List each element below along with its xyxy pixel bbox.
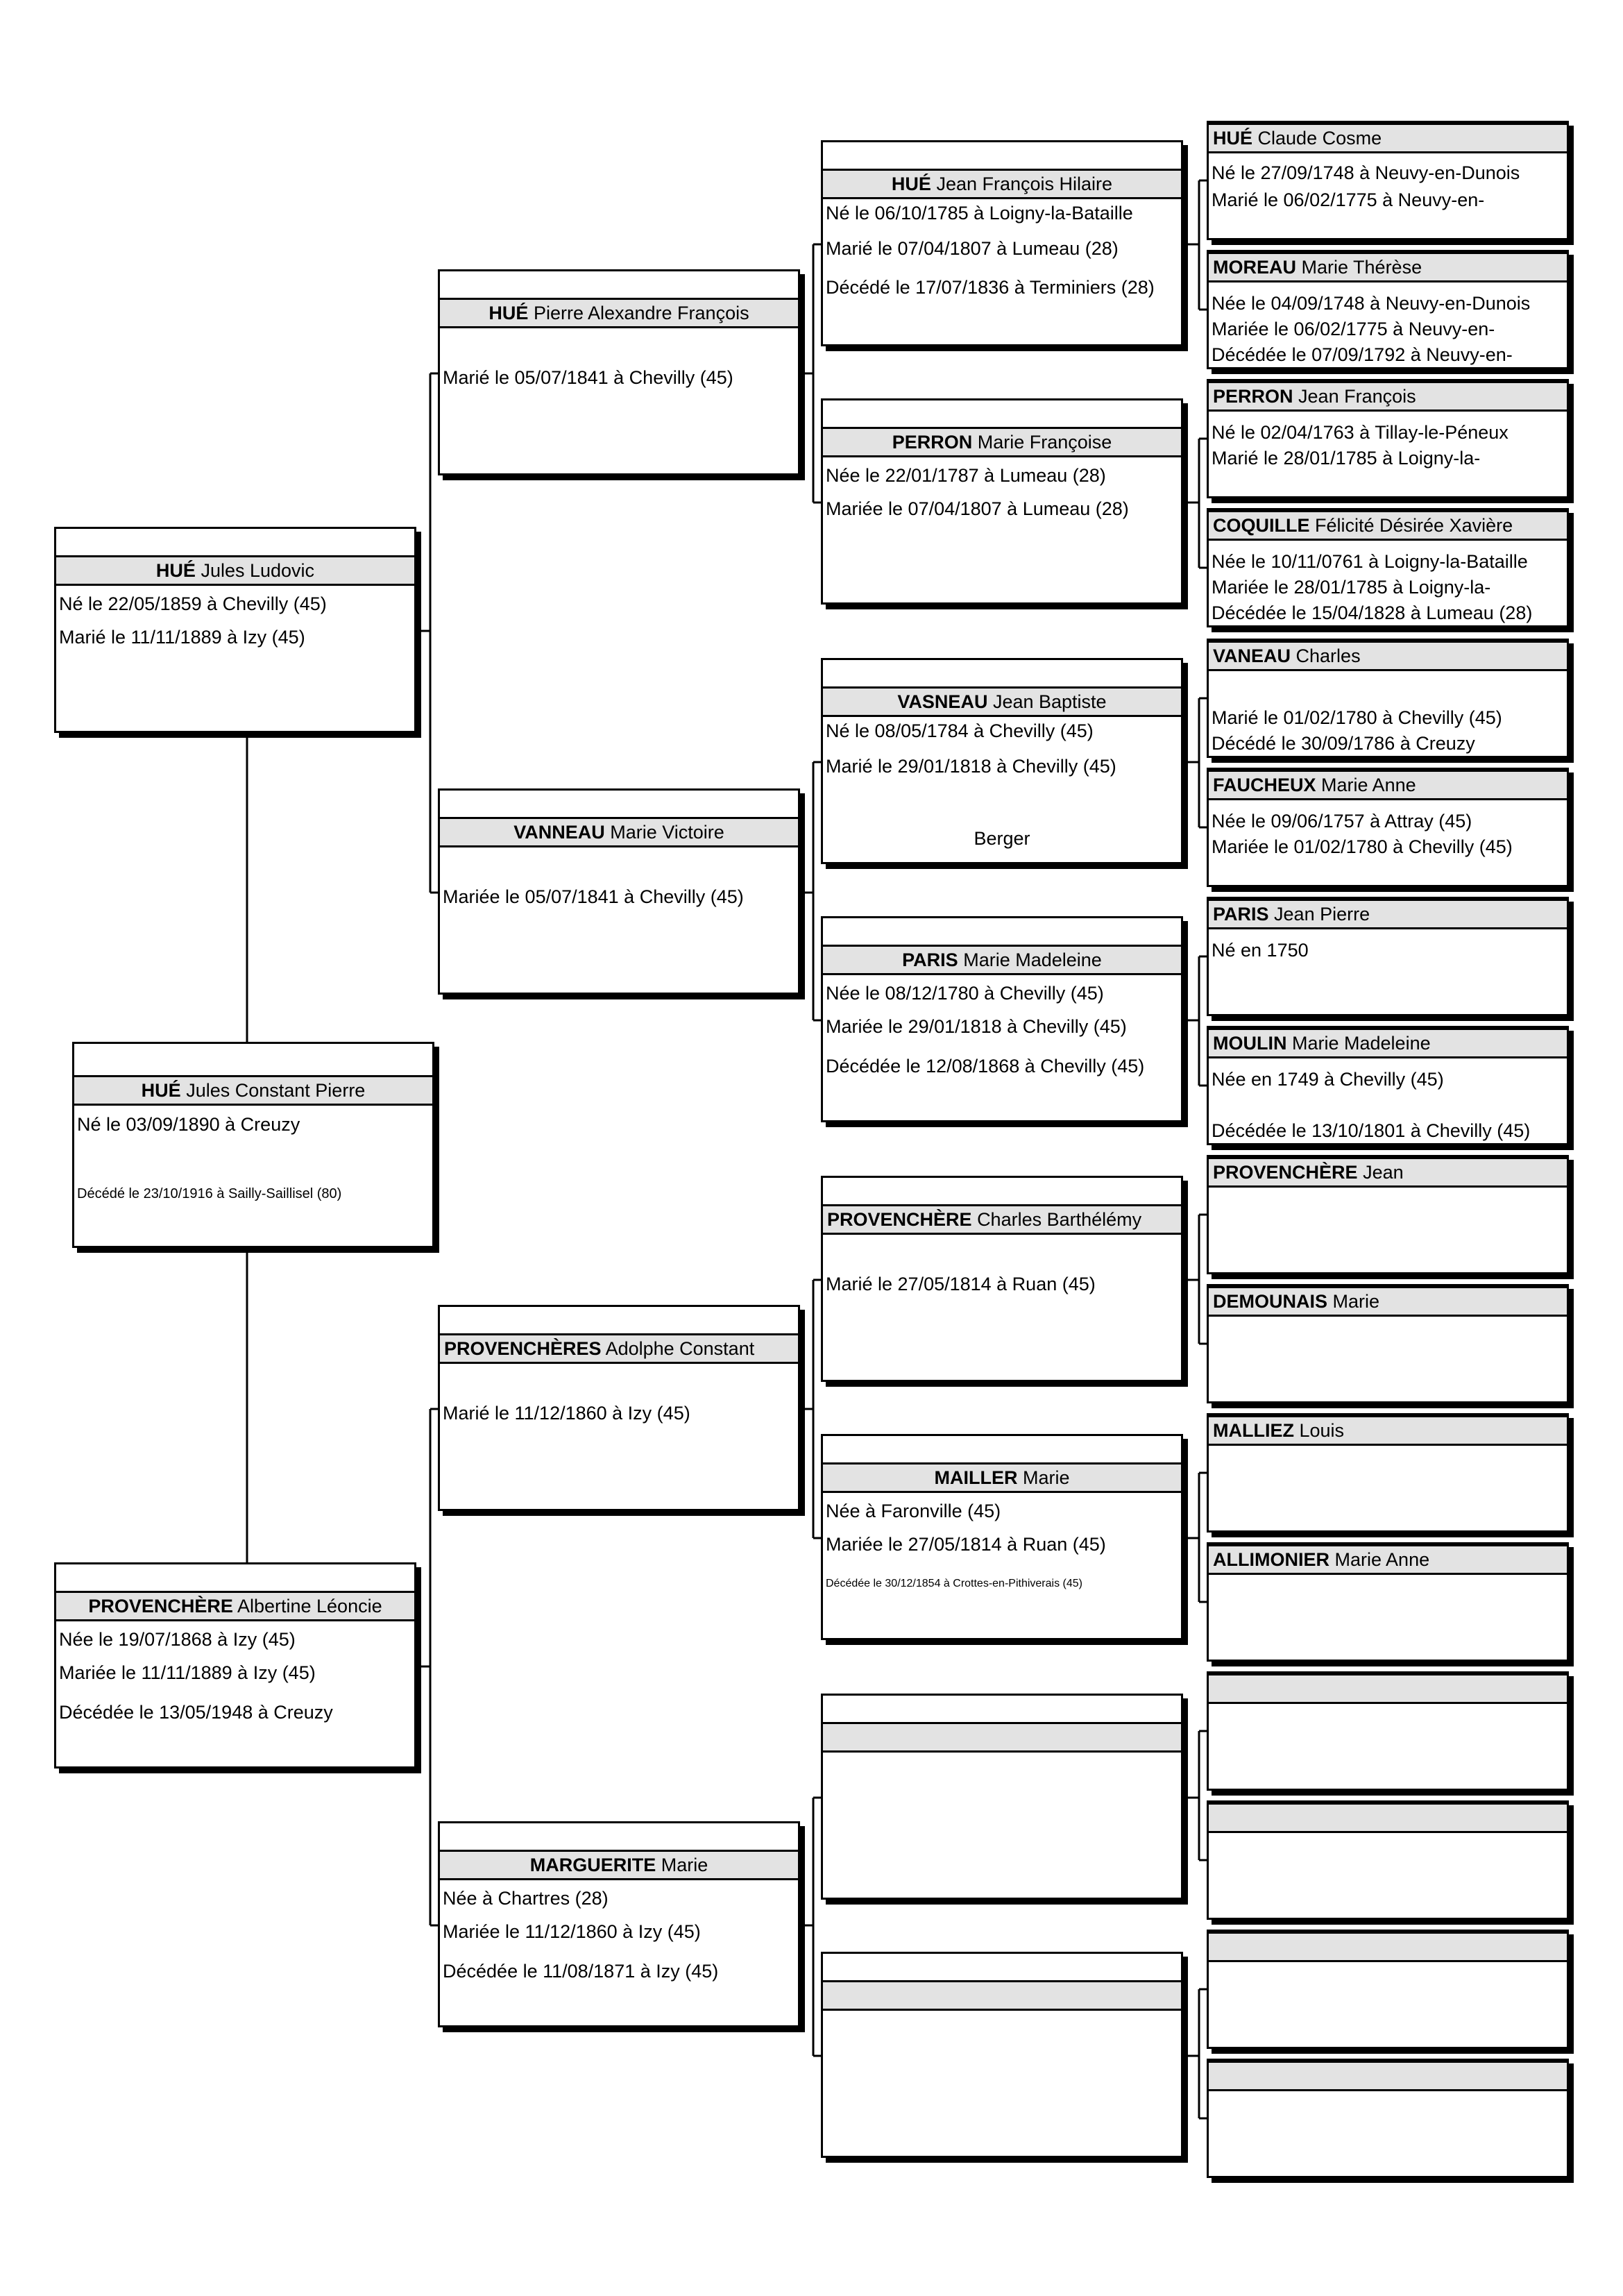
surname: PARIS [902,949,958,970]
person-card-p28 [1207,1671,1569,1791]
person-occupation: Berger [974,828,1030,849]
person-card-p15 [821,1952,1183,2158]
surname: PROVENCHÈRE [1213,1162,1358,1183]
person-detail-line: Décédée le 13/10/1801 à Chevilly (45) [1212,1120,1531,1141]
person-name-header [1209,1286,1567,1317]
person-detail-line: Marié le 01/02/1780 à Chevilly (45) [1212,707,1502,728]
person-detail-line: Marié le 27/05/1814 à Ruan (45) [826,1274,1096,1294]
person-name-header [1209,1544,1567,1575]
given-names: Marie [1022,1467,1070,1488]
person-card-p2 [54,527,416,733]
person-detail-line: Marié le 05/07/1841 à Chevilly (45) [443,367,733,388]
given-names: Pierre Alexandre François [533,303,749,323]
surname: PROVENCHÈRE [827,1209,972,1230]
person-detail-line: Décédée le 13/05/1948 à Creuzy [59,1702,333,1723]
person-name-header [1209,899,1567,929]
person-name-header [1209,641,1567,671]
person-card-p27 [1207,1542,1569,1662]
person-detail-line: Marié le 11/12/1860 à Izy (45) [443,1403,690,1424]
person-card-p24 [1207,1155,1569,1274]
person-detail-line: Née le 19/07/1868 à Izy (45) [59,1629,296,1650]
surname: COQUILLE [1213,515,1310,536]
person-detail-line: Né le 02/04/1763 à Tillay-le-Péneux [1212,422,1509,443]
person-name-header [823,1980,1181,2011]
person-name-header [1209,2061,1567,2091]
person-detail-line: Mariée le 06/02/1775 à Neuvy-en- [1212,319,1495,339]
given-names: Claude Cosme [1257,128,1382,149]
person-detail-line: Né en 1750 [1212,940,1309,961]
person-detail-line: Née à Chartres (28) [443,1888,609,1909]
person-card-p4 [438,269,800,475]
person-detail-line: Née le 22/01/1787 à Lumeau (28) [826,465,1106,486]
surname: PERRON [892,432,973,453]
surname: ALLIMONIER [1213,1549,1329,1570]
surname: VANNEAU [513,822,605,843]
person-name-header [1209,1803,1567,1833]
given-names: Charles Barthélémy [977,1209,1142,1230]
person-card-p11 [821,916,1183,1122]
given-names: Albertine Léoncie [237,1596,382,1617]
surname: VASNEAU [897,691,988,712]
person-card-p10 [821,658,1183,864]
surname: MARGUERITE [529,1855,656,1875]
person-card-p12 [821,1176,1183,1382]
surname: PERRON [1213,386,1293,407]
given-names: Marie [661,1855,708,1875]
person-card-p19 [1207,508,1569,627]
person-detail-line: Né le 27/09/1748 à Neuvy-en-Dunois [1212,162,1520,183]
given-names: Jean Pierre [1274,904,1370,925]
given-names: Marie Madeleine [1292,1033,1431,1054]
surname: FAUCHEUX [1213,775,1316,795]
person-card-p14 [821,1694,1183,1900]
person-card-p13 [821,1434,1183,1640]
person-detail-line: Décédée le 11/08/1871 à Izy (45) [443,1961,719,1982]
person-card-p21 [1207,768,1569,887]
person-card-p23 [1207,1026,1569,1145]
person-card-p16 [1207,121,1569,240]
person-detail-line: Mariée le 29/01/1818 à Chevilly (45) [826,1016,1127,1037]
person-name-header [1209,1028,1567,1058]
person-detail-line: Mariée le 01/02/1780 à Chevilly (45) [1212,836,1513,857]
person-card-p29 [1207,1800,1569,1920]
surname: HUÉ [1213,128,1253,149]
person-name-header [440,817,798,847]
person-name-header [56,1591,414,1621]
surname: MAILLER [934,1467,1018,1488]
person-detail-line: Marié le 28/01/1785 à Loigny-la- [1212,448,1481,469]
person-card-p7 [438,1821,800,2027]
given-names: Marie Anne [1334,1549,1430,1570]
given-names: Jean François [1298,386,1416,407]
person-detail-line: Né le 08/05/1784 à Chevilly (45) [826,720,1094,741]
person-name-header [1209,1157,1567,1188]
person-card-p3 [54,1562,416,1769]
given-names: Jules Constant Pierre [186,1080,366,1101]
person-detail-line: Mariée le 11/12/1860 à Izy (45) [443,1921,701,1942]
surname: PROVENCHÈRE [88,1596,233,1617]
surname: HUÉ [141,1080,181,1101]
person-card-p20 [1207,639,1569,758]
given-names: Louis [1299,1420,1345,1441]
given-names: Jean François Hilaire [936,174,1113,194]
person-detail-line: Mariée le 11/11/1889 à Izy (45) [59,1662,316,1683]
person-detail-line: Décédé le 23/10/1916 à Sailly-Saillisel (80) [77,1186,342,1201]
person-detail-line: Marié le 29/01/1818 à Chevilly (45) [826,756,1116,777]
surname: PROVENCHÈRES [444,1338,602,1359]
surname: PARIS [1213,904,1269,925]
person-name-header [823,686,1181,717]
person-detail-line: Né le 22/05/1859 à Chevilly (45) [59,593,327,614]
person-detail-line: Mariée le 27/05/1814 à Ruan (45) [826,1534,1106,1555]
person-detail-line: Mariée le 28/01/1785 à Loigny-la- [1212,577,1491,598]
person-card-p8 [821,140,1183,346]
person-card-p25 [1207,1284,1569,1403]
surname: MOULIN [1213,1033,1287,1054]
person-detail-line: Née le 10/11/0761 à Loigny-la-Bataille [1212,551,1528,572]
person-detail-line: Née le 08/12/1780 à Chevilly (45) [826,983,1104,1004]
person-detail-line: Décédée le 30/12/1854 à Crottes-en-Pithiverais (45) [826,1578,1082,1589]
given-names: Jean [1363,1162,1404,1183]
person-name-header [440,1850,798,1880]
person-card-p26 [1207,1413,1569,1533]
given-names: Marie Madeleine [963,949,1102,970]
person-detail-line: Marié le 07/04/1807 à Lumeau (28) [826,238,1119,259]
person-name-header [56,555,414,586]
given-names: Jules Ludovic [201,560,315,581]
given-names: Marie Anne [1321,775,1416,795]
person-detail-line: Née en 1749 à Chevilly (45) [1212,1069,1444,1090]
person-name-header [1209,123,1567,153]
given-names: Adolphe Constant [605,1338,755,1359]
person-detail-line: Décédée le 12/08/1868 à Chevilly (45) [826,1056,1145,1077]
given-names: Félicité Désirée Xavière [1315,515,1513,536]
person-detail-line: Né le 06/10/1785 à Loigny-la-Bataille [826,203,1133,223]
person-name-header [440,1333,798,1364]
person-card-p6 [438,1305,800,1511]
person-detail-line: Née le 09/06/1757 à Attray (45) [1212,811,1472,832]
person-name-header [440,298,798,328]
person-name-header [1209,1932,1567,1962]
person-card-p31 [1207,2059,1569,2178]
person-detail-line: Mariée le 07/04/1807 à Lumeau (28) [826,498,1129,519]
person-name-header [1209,510,1567,541]
given-names: Marie Françoise [977,432,1112,453]
person-detail-line: Marié le 11/11/1889 à Izy (45) [59,627,305,648]
person-name-header [823,1722,1181,1753]
person-detail-line: Marié le 06/02/1775 à Neuvy-en- [1212,189,1485,210]
given-names: Marie Thérèse [1301,257,1422,278]
given-names: Charles [1295,645,1361,666]
surname: DEMOUNAIS [1213,1291,1328,1312]
person-name-header [1209,1673,1567,1704]
person-detail-line: Décédée le 07/09/1792 à Neuvy-en- [1212,344,1513,365]
surname: HUÉ [155,560,196,581]
person-card-p18 [1207,379,1569,498]
person-card-p30 [1207,1930,1569,2049]
person-detail-line: Né le 03/09/1890 à Creuzy [77,1114,300,1135]
surname: HUÉ [488,303,529,323]
person-name-header [823,427,1181,457]
person-name-header [823,169,1181,199]
person-name-header [1209,1415,1567,1446]
given-names: Marie Victoire [610,822,724,843]
person-name-header [1209,381,1567,412]
surname: VANEAU [1213,645,1291,666]
given-names: Jean Baptiste [992,691,1107,712]
person-card-p17 [1207,250,1569,369]
person-detail-line: Née à Faronville (45) [826,1501,1001,1521]
person-name-header [823,945,1181,975]
person-detail-line: Décédée le 15/04/1828 à Lumeau (28) [1212,602,1533,623]
surname: MALLIEZ [1213,1420,1294,1441]
person-name-header [1209,770,1567,800]
surname: HUÉ [891,174,931,194]
person-card-p9 [821,398,1183,605]
person-name-header [823,1204,1181,1235]
person-name-header [1209,252,1567,282]
surname: MOREAU [1213,257,1296,278]
person-name-header [74,1075,432,1106]
person-detail-line: Mariée le 05/07/1841 à Chevilly (45) [443,886,744,907]
person-card-p22 [1207,897,1569,1016]
person-detail-line: Née le 04/09/1748 à Neuvy-en-Dunois [1212,293,1531,314]
person-detail-line: Décédé le 17/07/1836 à Terminiers (28) [826,277,1155,298]
person-card-p5 [438,788,800,995]
person-card-p1 [72,1042,434,1248]
person-name-header [823,1462,1181,1493]
given-names: Marie [1332,1291,1380,1312]
person-detail-line: Décédé le 30/09/1786 à Creuzy [1212,733,1475,754]
